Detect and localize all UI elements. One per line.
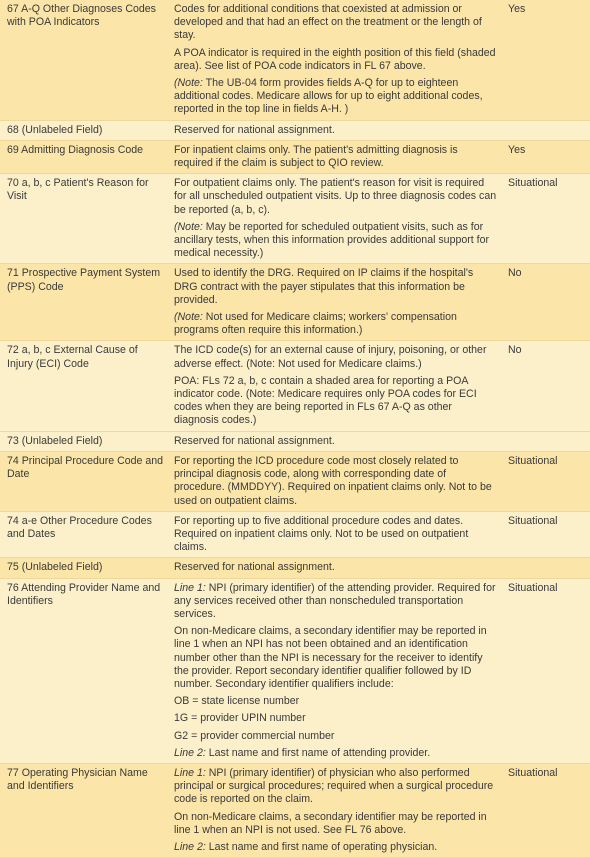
description-cell	[170, 341, 504, 430]
paragraph-text: For reporting up to five additional procedure codes and dates. Required on inpatient claims only. Not to be used on outpatient claims.	[174, 514, 469, 554]
description-paragraph	[174, 712, 498, 725]
paragraph-text: Reserved for national assignment.	[174, 561, 335, 574]
description-paragraph	[174, 177, 498, 217]
description-paragraph	[174, 77, 498, 117]
paragraph-text: For reporting the ICD procedure code most closely related to principal diagnosis code, along with corresponding date of procedure. (MMDDYY). Required on inpatient claims only. Not to be used on outpatient claims.	[174, 454, 492, 507]
field-name-cell: 75 (Unlabeled Field)	[7, 561, 103, 574]
description-paragraph	[174, 695, 498, 708]
required-cell: Situational	[508, 581, 558, 594]
paragraph-prefix: Line 2:	[174, 746, 206, 759]
field-name-cell: 74 a-e Other Procedure Codes and Dates	[7, 514, 152, 540]
description-cell	[170, 264, 504, 340]
table-row	[0, 264, 590, 341]
table-row	[0, 764, 590, 858]
description-paragraph	[174, 221, 498, 261]
paragraph-text: On non-Medicare claims, a secondary identifier may be reported in line 1 when an NPI has not been obtained and an identification number other than the NPI is necessary for the receiver to identify the provider. Report secondary identifier qualifier followed by ID number. Secondary identifier qualifiers include:	[174, 625, 487, 690]
description-paragraph	[174, 375, 498, 428]
table-row	[0, 121, 590, 141]
description-paragraph	[174, 47, 498, 73]
description-paragraph	[174, 311, 498, 337]
field-name-cell: 77 Operating Physician Name and Identifiers	[7, 766, 148, 793]
description-paragraph	[174, 811, 498, 837]
description-paragraph	[174, 561, 498, 574]
paragraph-text: For inpatient claims only. The patient's admitting diagnosis is required if the claim is subject to QIO review.	[174, 143, 458, 170]
field-name-cell: 72 a, b, c External Cause of Injury (ECI) Code	[7, 344, 138, 370]
description-paragraph	[174, 124, 498, 137]
paragraph-prefix: Line 1:	[174, 581, 206, 594]
paragraph-text: NPI (primary identifier) of the attending provider. Required for any services received other than nonscheduled transportation services.	[174, 581, 496, 620]
description-cell	[170, 452, 504, 511]
required-cell: No	[508, 344, 522, 357]
paragraph-prefix: Line 1:	[174, 766, 206, 779]
field-name-cell: 73 (Unlabeled Field)	[7, 434, 103, 447]
required-cell: Situational	[508, 454, 558, 467]
required-cell	[504, 558, 590, 577]
description-paragraph	[174, 435, 498, 448]
paragraph-text: Last name and first name of attending provider.	[205, 746, 431, 759]
description-cell	[170, 141, 504, 173]
table-row	[0, 0, 590, 121]
required-cell	[504, 121, 590, 140]
paragraph-text: NPI (primary identifier) of physician who also performed principal or surgical procedures; required when a surgical procedure code is reported on the claim.	[174, 766, 494, 806]
field-name-cell: 71 Prospective Payment System (PPS) Code	[7, 267, 161, 293]
description-paragraph	[174, 730, 498, 743]
field-name-cell: 69 Admitting Diagnosis Code	[7, 143, 144, 156]
required-cell: No	[508, 267, 522, 280]
paragraph-text: Not used for Medicare claims; workers' compensation programs often require this information.)	[174, 311, 457, 337]
paragraph-text: On non-Medicare claims, a secondary identifier may be reported in line 1 when an NPI is not used. See FL 76 above.	[174, 810, 487, 836]
paragraph-prefix: (Note:	[174, 220, 203, 233]
description-paragraph	[174, 344, 498, 370]
table-row	[0, 558, 590, 578]
paragraph-text: Used to identify the DRG. Required on IP claims if the hospital's DRG contract with the payer stipulates that this information be provided.	[174, 267, 474, 306]
paragraph-text: A POA indicator is required in the eighth position of this field (shaded area). See list of POA code indicators in FL 67 above.	[174, 46, 496, 72]
paragraph-text: OB = state license number	[174, 695, 300, 708]
description-cell	[170, 558, 504, 577]
description-paragraph	[174, 767, 498, 807]
field-name-cell: 68 (Unlabeled Field)	[7, 123, 103, 136]
description-cell	[170, 174, 504, 263]
table-row	[0, 432, 590, 452]
table-row	[0, 452, 590, 512]
paragraph-prefix: (Note:	[174, 311, 203, 324]
paragraph-text: May be reported for scheduled outpatient visits, such as for ancillary tests, when this information provides additional support for medical necessity.)	[174, 220, 490, 260]
required-cell: Yes	[508, 3, 526, 15]
table-row	[0, 174, 590, 264]
table-row	[0, 141, 590, 174]
description-paragraph	[174, 3, 498, 43]
description-cell	[170, 0, 504, 120]
description-cell	[170, 121, 504, 140]
description-paragraph	[174, 841, 498, 854]
field-name-cell: 74 Principal Procedure Code and Date	[7, 454, 164, 481]
required-cell: Situational	[508, 177, 558, 190]
paragraph-text: POA: FLs 72 a, b, c contain a shaded area for reporting a POA indicator code. (Note: Medicare requires only POA codes for ECI codes when they are being reported in FLs 67 A-Q as other diagnosis codes.)	[174, 374, 477, 427]
required-cell: Situational	[508, 514, 558, 527]
paragraph-text: For outpatient claims only. The patient's reason for visit is required for all unscheduled outpatient visits. Up to three diagnosis codes can be reported (a, b, c).	[174, 177, 497, 216]
paragraph-prefix: Line 2:	[174, 840, 206, 853]
paragraph-text: Last name and first name of operating physician.	[205, 840, 438, 853]
paragraph-text: The ICD code(s) for an external cause of injury, poisoning, or other adverse effect. (Note: Not used for Medicare claims.)	[174, 344, 487, 370]
paragraph-text: Reserved for national assignment.	[174, 434, 335, 447]
paragraph-text: The UB-04 form provides fields A-Q for up to eighteen additional codes. Medicare allows for up to eight additional codes, reported in the top line in fields A-H. )	[174, 77, 483, 116]
required-cell	[504, 432, 590, 451]
paragraph-text: 1G = provider UPIN number	[174, 712, 306, 725]
field-name-cell: 67 A-Q Other Diagnoses Codes with POA Indicators	[7, 3, 156, 29]
description-paragraph	[174, 267, 498, 307]
description-cell	[170, 432, 504, 451]
description-cell	[170, 579, 504, 763]
paragraph-text: Codes for additional conditions that coexisted at admission or developed and that had an effect on the treatment or the length of stay.	[174, 3, 482, 42]
table-row	[0, 341, 590, 431]
description-paragraph	[174, 625, 498, 691]
table-row	[0, 579, 590, 764]
description-cell	[170, 764, 504, 857]
paragraph-prefix: (Note:	[174, 77, 203, 90]
required-cell: Yes	[508, 143, 526, 156]
description-cell	[170, 512, 504, 558]
description-paragraph	[174, 747, 498, 760]
field-name-cell: 70 a, b, c Patient's Reason for Visit	[7, 177, 149, 203]
description-paragraph	[174, 455, 498, 508]
description-paragraph	[174, 515, 498, 555]
field-name-cell: 76 Attending Provider Name and Identifiers	[7, 581, 161, 607]
description-paragraph	[174, 144, 498, 170]
table-row	[0, 512, 590, 559]
required-cell: Situational	[508, 766, 558, 779]
paragraph-text: Reserved for national assignment.	[174, 123, 335, 136]
paragraph-text: G2 = provider commercial number	[174, 729, 335, 742]
description-paragraph	[174, 582, 498, 622]
